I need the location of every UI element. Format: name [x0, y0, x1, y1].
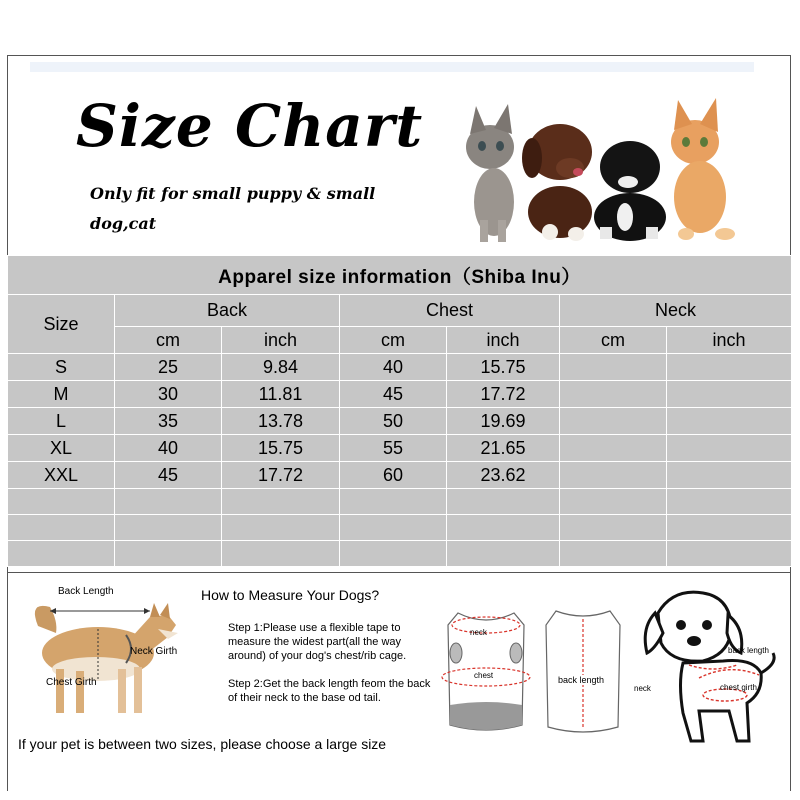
shirt-front-icon	[436, 605, 536, 735]
table-cell: XL	[8, 435, 115, 462]
table-cell	[560, 354, 667, 381]
table-cell	[667, 462, 792, 489]
header-banner	[30, 62, 754, 252]
chest-group-header: Chest	[340, 295, 560, 327]
table-cell: 19.69	[447, 408, 560, 435]
size-chart-title: Size Chart	[76, 92, 424, 160]
puppy-brown-icon	[522, 124, 592, 241]
unit-header: inch	[222, 327, 340, 354]
unit-header: inch	[447, 327, 560, 354]
table-cell: 9.84	[222, 354, 340, 381]
dog-chest-girth-label: Chest Girth	[46, 677, 97, 688]
size-table-wrap	[7, 255, 791, 567]
table-row	[8, 462, 792, 489]
table-cell	[667, 435, 792, 462]
unit-header: cm	[115, 327, 222, 354]
table-cell: 15.75	[222, 435, 340, 462]
cartoon-dog-icon	[633, 583, 783, 748]
table-cell: S	[8, 354, 115, 381]
neck-group-header: Neck	[560, 295, 792, 327]
size-column-header: Size	[8, 295, 115, 354]
table-cell: 17.72	[222, 462, 340, 489]
table-cell: 25	[115, 354, 222, 381]
table-cell: 15.75	[447, 354, 560, 381]
table-row	[8, 435, 792, 462]
table-cell: 35	[115, 408, 222, 435]
table-cell: 11.81	[222, 381, 340, 408]
table-row	[8, 381, 792, 408]
table-cell: L	[8, 408, 115, 435]
cartoon-neck-label: neck	[634, 684, 651, 693]
table-cell: 13.78	[222, 408, 340, 435]
table-cell	[667, 354, 792, 381]
kitten-gray-icon	[466, 104, 514, 242]
how-to-measure-title: How to Measure Your Dogs?	[201, 587, 380, 603]
header-tint	[30, 62, 754, 72]
shirt-chest-label: chest	[474, 671, 494, 680]
shirt-back-length-label: back length	[558, 675, 605, 685]
table-cell	[667, 381, 792, 408]
table-cell: 45	[115, 462, 222, 489]
table-cell: 17.72	[447, 381, 560, 408]
puppy-black-icon	[594, 141, 666, 241]
back-group-header: Back	[115, 295, 340, 327]
table-cell: M	[8, 381, 115, 408]
measure-section	[8, 572, 790, 791]
unit-header: cm	[340, 327, 447, 354]
pets-photo	[450, 92, 740, 242]
table-cell	[560, 408, 667, 435]
table-cell: XXL	[8, 462, 115, 489]
table-cell	[667, 408, 792, 435]
size-advice-note: If your pet is between two sizes, please choose a large size	[18, 736, 387, 752]
cartoon-chest-girth-label: chest girth	[720, 683, 757, 692]
empty-row	[8, 515, 792, 541]
dog-neck-girth-label: Neck Girth	[130, 646, 178, 657]
table-cell: 30	[115, 381, 222, 408]
unit-header: inch	[667, 327, 792, 354]
size-table	[7, 255, 792, 567]
table-cell: 60	[340, 462, 447, 489]
cartoon-back-length-label: back length	[728, 646, 769, 655]
shirt-back-icon	[538, 603, 628, 738]
table-cell: 55	[340, 435, 447, 462]
table-cell: 50	[340, 408, 447, 435]
kitten-orange-icon	[671, 98, 735, 240]
table-cell: 23.62	[447, 462, 560, 489]
table-row	[8, 408, 792, 435]
empty-row	[8, 489, 792, 515]
empty-row	[8, 541, 792, 567]
unit-header: cm	[560, 327, 667, 354]
table-cell: 40	[340, 354, 447, 381]
table-cell: 40	[115, 435, 222, 462]
table-cell	[560, 462, 667, 489]
fit-note: Only fit for small puppy & small dog,cat	[90, 184, 376, 233]
table-cell: 45	[340, 381, 447, 408]
table-row	[8, 354, 792, 381]
table-cell	[560, 435, 667, 462]
step-2-text: Step 2:Get the back length feom the back of their neck to the base od tail.	[228, 678, 431, 704]
shirt-neck-label: neck	[470, 628, 487, 637]
table-cell	[560, 381, 667, 408]
dog-back-length-label: Back Length	[58, 586, 114, 597]
step-1-text: Step 1:Please use a flexible tape to measure the widest part(all the way around) of your dog's chest/rib cage.	[228, 622, 407, 662]
table-cell: 21.65	[447, 435, 560, 462]
table-caption: Apparel size information（Shiba Inu）	[8, 256, 792, 295]
